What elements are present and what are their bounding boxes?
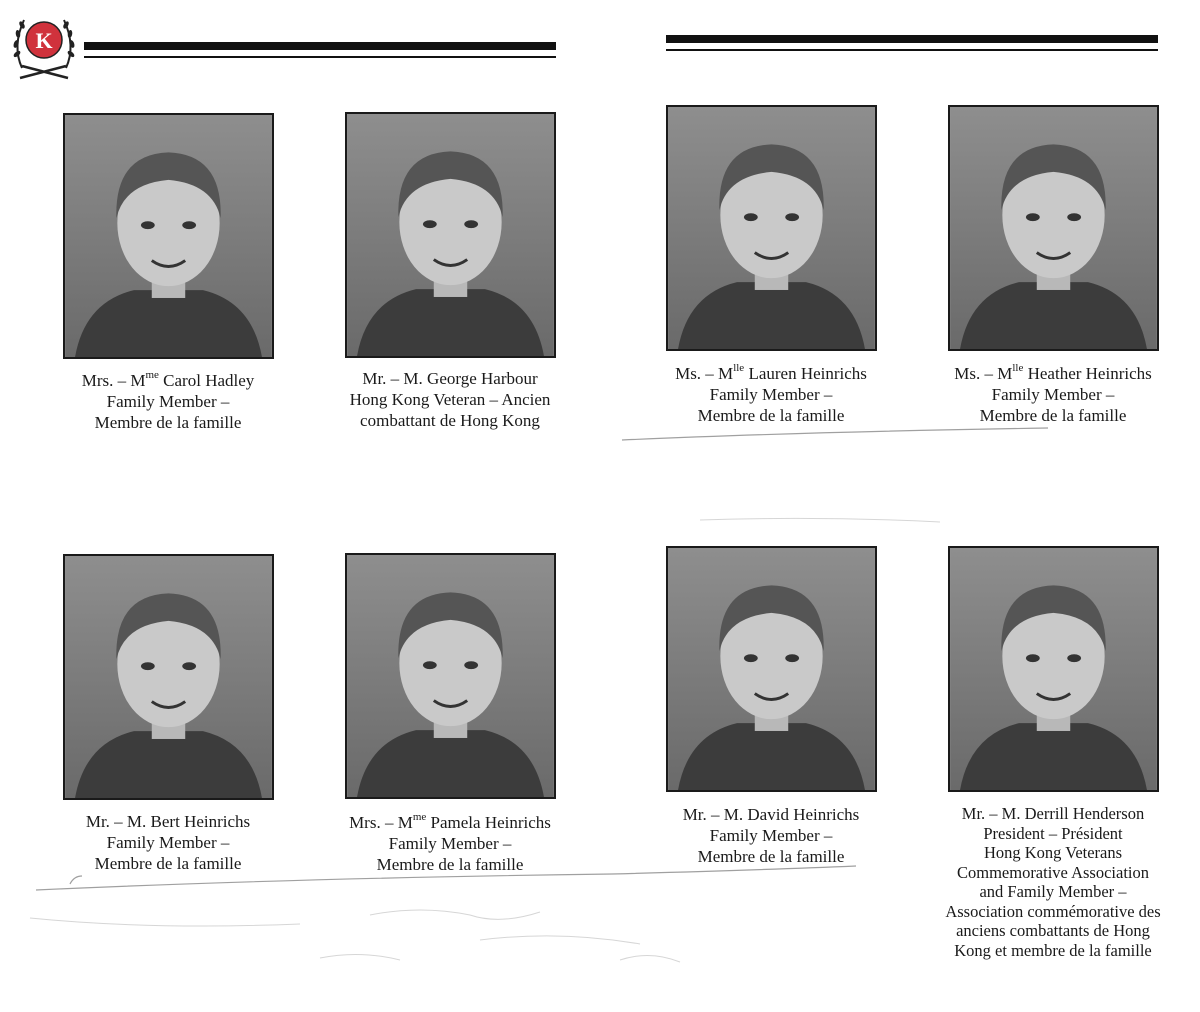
caption-line: Association commémorative des <box>945 901 1161 921</box>
caption-line: Family Member – <box>991 385 1115 404</box>
caption-name: Ms. – $M^{lle}$ Heather Heinrichs <box>954 362 1152 383</box>
caption-line: combattant de Hong Kong <box>360 411 540 430</box>
caption-name: Mr. – M. Derrill Henderson <box>961 804 1145 823</box>
caption-name: Mr. – M. David Heinrichs <box>682 805 860 824</box>
caption-line: Family Member – <box>106 833 230 852</box>
caption-line: Membre de la famille <box>94 854 242 873</box>
logo-letter: K <box>35 28 53 53</box>
caption-line: Membre de la famille <box>376 855 524 874</box>
caption-line: and Family Member – <box>979 882 1127 901</box>
caption-line: President – Président <box>983 823 1123 843</box>
caption-name: Mrs. – $M^{me}$ Carol Hadley <box>81 369 255 390</box>
caption-line: Family Member – <box>709 385 833 404</box>
caption-name: Mrs. – $M^{me}$ Pamela Heinrichs <box>349 811 551 832</box>
caption-line: Membre de la famille <box>697 847 845 866</box>
caption-line: Commemorative Association <box>956 862 1149 882</box>
caption-line: Hong Kong Veteran – Ancien <box>349 390 551 409</box>
caption-line: Family Member – <box>106 392 230 411</box>
caption-line: Family Member – <box>388 834 512 853</box>
caption-line: anciens combattants de Hong <box>956 921 1150 940</box>
caption-line: Membre de la famille <box>979 406 1127 425</box>
caption-line: Family Member – <box>709 826 833 845</box>
caption-line: Hong Kong Veterans <box>983 843 1123 862</box>
caption-name: Mr. – M. George Harbour <box>362 369 538 388</box>
caption-name: Ms. – $M^{lle}$ Lauren Heinrichs <box>675 362 867 383</box>
caption-line: Membre de la famille <box>94 413 242 432</box>
caption-name: Mr. – M. Bert Heinrichs <box>85 812 251 831</box>
caption-line: Kong et membre de la famille <box>954 940 1152 960</box>
caption-line: Membre de la famille <box>697 406 845 425</box>
